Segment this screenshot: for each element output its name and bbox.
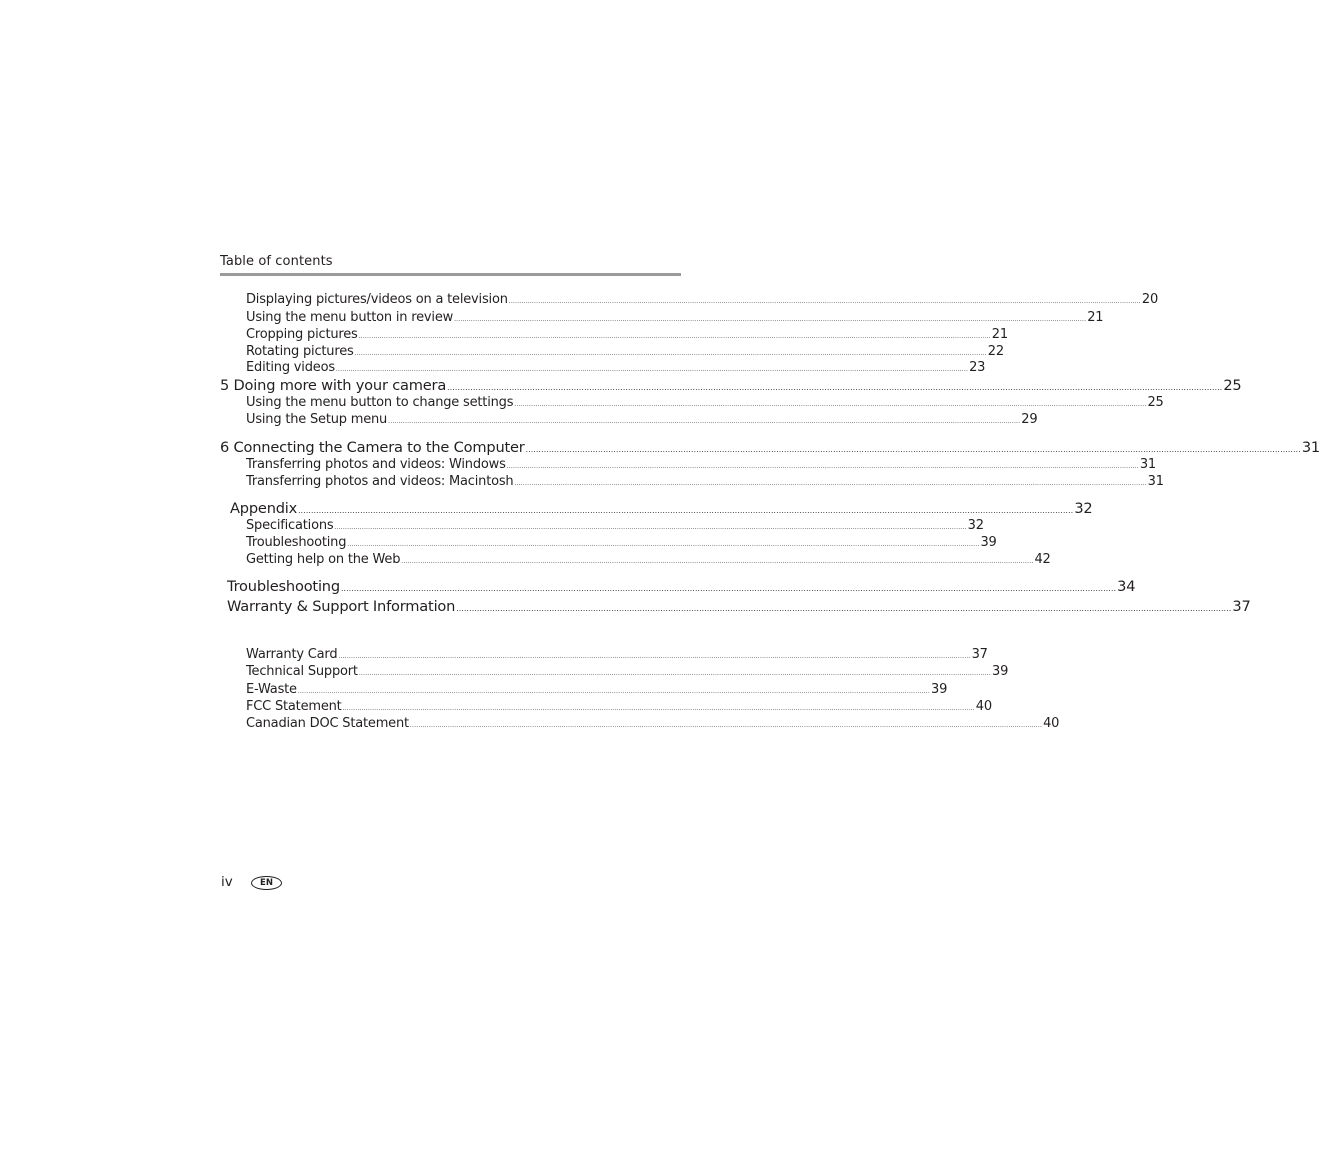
toc-entry-label: Warranty Card: [246, 647, 338, 662]
toc-entry-page: 32: [1074, 500, 1093, 517]
toc-entry[interactable]: [246, 518, 984, 533]
toc-entry[interactable]: [220, 377, 1242, 394]
toc-entry-label: Rotating pictures: [246, 344, 354, 359]
toc-entry[interactable]: [246, 327, 1008, 342]
toc-entry-page: 39: [992, 664, 1009, 679]
toc-entry-page: 32: [967, 518, 984, 533]
toc-entry[interactable]: [246, 699, 992, 714]
dot-leader: ............................................................................................................................................................................................................................................................................................................: [401, 558, 1034, 565]
toc-entry-label: 5 Doing more with your camera: [220, 377, 447, 394]
toc-entry-label: Using the menu button to change settings: [246, 395, 514, 410]
page-header-title: Table of contents: [220, 254, 333, 269]
toc-entry[interactable]: [246, 474, 1164, 489]
toc-entry-label: Using the Setup menu: [246, 412, 388, 427]
toc-entry[interactable]: [246, 344, 1004, 359]
dot-leader: ............................................................................................................................................................................................................................................................................................................: [298, 506, 1074, 515]
toc-entry-page: 23: [969, 360, 986, 375]
toc-entry-label: Displaying pictures/videos on a television: [246, 292, 508, 307]
toc-entry-page: 42: [1034, 552, 1051, 567]
toc-entry-label: Editing videos: [246, 360, 335, 375]
language-badge: EN: [251, 876, 282, 890]
header-rule: [220, 273, 681, 276]
toc-entry-label: Getting help on the Web: [246, 552, 401, 567]
toc-entry-label: Appendix: [230, 500, 298, 517]
toc-entry-label: Transferring photos and videos: Windows: [246, 457, 506, 472]
toc-entry-label: Troubleshooting: [246, 535, 347, 550]
toc-entry-label: Specifications: [246, 518, 334, 533]
toc-entry[interactable]: [246, 552, 1051, 567]
toc-entry[interactable]: [246, 647, 988, 662]
toc-entry[interactable]: [230, 500, 1093, 517]
toc-entry-label: Technical Support: [246, 664, 358, 679]
dot-leader: ............................................................................................................................................................................................................................................................................................................: [297, 688, 931, 695]
toc-entry-page: 31: [1139, 457, 1156, 472]
toc-entry[interactable]: [246, 395, 1164, 410]
toc-entry-label: Troubleshooting: [227, 578, 340, 595]
toc-entry[interactable]: [246, 457, 1156, 472]
toc-entry[interactable]: [246, 310, 1104, 325]
toc-entry[interactable]: [246, 360, 986, 375]
toc-entry[interactable]: [227, 598, 1251, 615]
toc-entry-label: FCC Statement: [246, 699, 342, 714]
dot-leader: ............................................................................................................................................................................................................................................................................................................: [358, 670, 991, 677]
dot-leader: ............................................................................................................................................................................................................................................................................................................: [358, 333, 991, 340]
dot-leader: ............................................................................................................................................................................................................................................................................................................: [456, 604, 1232, 613]
dot-leader: ............................................................................................................................................................................................................................................................................................................: [334, 524, 967, 531]
dot-leader: ............................................................................................................................................................................................................................................................................................................: [525, 445, 1301, 454]
toc-entry[interactable]: [220, 439, 1320, 456]
toc-entry[interactable]: [246, 716, 1060, 731]
toc-entry-page: 25: [1223, 377, 1242, 394]
dot-leader: ............................................................................................................................................................................................................................................................................................................: [340, 584, 1117, 593]
toc-entry-page: 40: [975, 699, 992, 714]
toc-entry-page: 20: [1141, 292, 1159, 307]
dot-leader: ............................................................................................................................................................................................................................................................................................................: [342, 705, 975, 712]
toc-entry[interactable]: [246, 664, 1009, 679]
dot-leader: ............................................................................................................................................................................................................................................................................................................: [347, 541, 980, 548]
toc-entry[interactable]: [246, 292, 1159, 307]
toc-entry-label: Canadian DOC Statement: [246, 716, 409, 731]
toc-entry-page: 37: [971, 647, 988, 662]
toc-entry-label: E-Waste: [246, 682, 297, 697]
toc-entry-page: 22: [987, 344, 1004, 359]
dot-leader: ............................................................................................................................................................................................................................................................................................................: [447, 383, 1223, 392]
toc-entry[interactable]: [246, 535, 997, 550]
dot-leader: ............................................................................................................................................................................................................................................................................................................: [514, 480, 1147, 487]
dot-leader: ............................................................................................................................................................................................................................................................................................................: [335, 366, 969, 373]
toc-entry[interactable]: [246, 412, 1038, 427]
dot-leader: ............................................................................................................................................................................................................................................................................................................: [514, 401, 1147, 408]
toc-entry-page: 29: [1021, 412, 1038, 427]
dot-leader: ............................................................................................................................................................................................................................................................................................................: [354, 350, 987, 357]
dot-leader: ............................................................................................................................................................................................................................................................................................................: [508, 298, 1141, 305]
toc-entry-label: Using the menu button in review: [246, 310, 454, 325]
toc-entry-page: 31: [1147, 474, 1164, 489]
dot-leader: ............................................................................................................................................................................................................................................................................................................: [338, 653, 971, 660]
toc-entry-page: 39: [980, 535, 997, 550]
toc-entry-label: Warranty & Support Information: [227, 598, 456, 615]
toc-entry-page: 37: [1232, 598, 1251, 615]
toc-entry-page: 34: [1117, 578, 1136, 595]
toc-entry-label: 6 Connecting the Camera to the Computer: [220, 439, 525, 456]
dot-leader: ............................................................................................................................................................................................................................................................................................................: [506, 463, 1139, 470]
toc-entry-page: 31: [1301, 439, 1320, 456]
dot-leader: ............................................................................................................................................................................................................................................................................................................: [409, 722, 1043, 729]
dot-leader: ............................................................................................................................................................................................................................................................................................................: [454, 316, 1087, 323]
toc-entry-page: 39: [931, 682, 948, 697]
toc-entry-page: 21: [991, 327, 1008, 342]
toc-entry-page: 25: [1147, 395, 1164, 410]
dot-leader: ............................................................................................................................................................................................................................................................................................................: [388, 418, 1021, 425]
toc-entry-page: 21: [1087, 310, 1104, 325]
toc-entry[interactable]: [227, 578, 1136, 595]
page-number: iv: [221, 874, 233, 890]
toc-entry[interactable]: [246, 682, 948, 697]
toc-entry-label: Transferring photos and videos: Macintosh: [246, 474, 514, 489]
toc-entry-page: 40: [1043, 716, 1060, 731]
toc-entry-label: Cropping pictures: [246, 327, 358, 342]
